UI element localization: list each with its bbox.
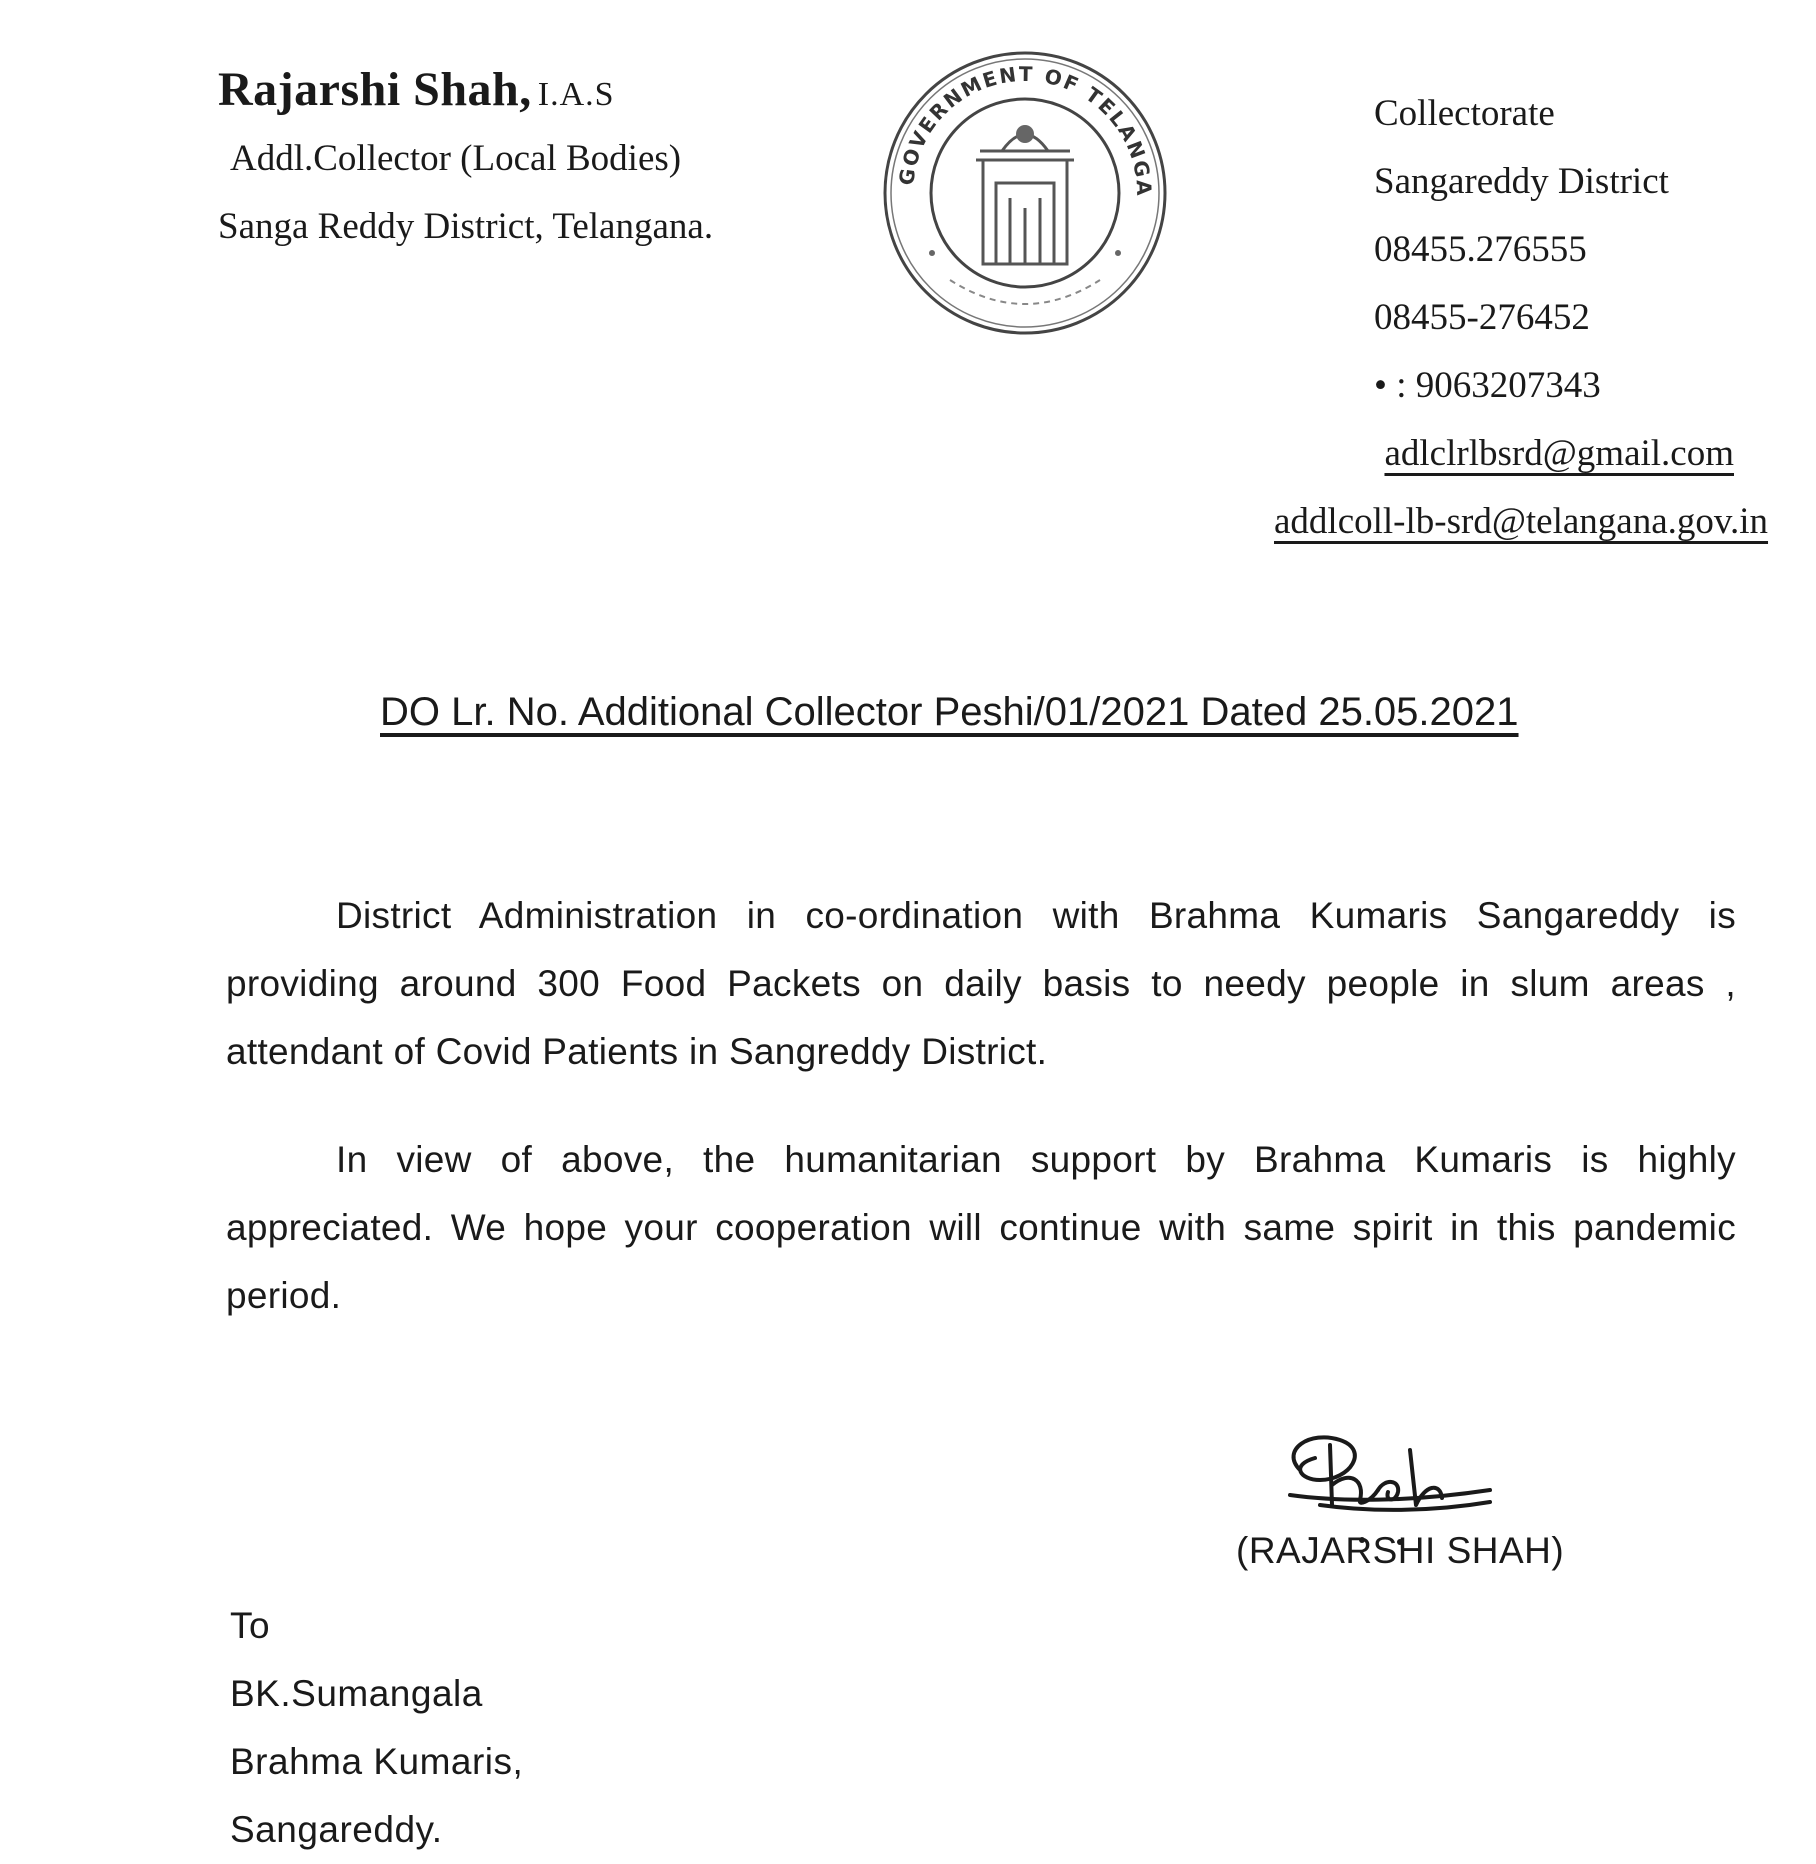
addressee-name: BK.Sumangala — [230, 1673, 483, 1714]
office-district: Sangareddy District — [1374, 161, 1669, 202]
phone-2: 08455-276452 — [1374, 297, 1590, 338]
emblem-arc-text: GOVERNMENT OF TELANGA — [894, 61, 1157, 198]
email-1-line — [1274, 420, 1734, 488]
handwritten-signature — [1260, 1410, 1520, 1550]
paragraph-1-text: District Administration in co-ordination with Brahma Kumaris Sangareddy is providing around 300 Food Packets on daily basis to needy people in slum areas , attendant of Covid Patients in Sangreddy District. — [226, 895, 1736, 1072]
email-1: adlclrlbsrd@gmail.com — [1384, 433, 1734, 474]
officer-designation: Addl.Collector (Local Bodies) — [230, 138, 682, 179]
letterhead-right — [1274, 80, 1769, 556]
officer-name: Rajarshi Shah, — [218, 63, 532, 116]
addressee-city: Sangareddy. — [230, 1809, 443, 1850]
svg-text:GOVERNMENT OF TELANGANA — [880, 48, 1156, 198]
officer-suffix: I.A.S — [537, 76, 615, 113]
letterhead-left — [218, 60, 713, 261]
body-paragraph-2 — [226, 1126, 1736, 1330]
addressee-to: To — [230, 1605, 271, 1646]
office-name: Collectorate — [1374, 93, 1555, 134]
email-2: addlcoll-lb-srd@telangana.gov.in — [1274, 501, 1769, 542]
paragraph-2-text: In view of above, the humanitarian support by Brahma Kumaris is highly appreciated. We hope your cooperation will continue with same spirit in this pandemic period. — [226, 1139, 1736, 1316]
officer-district: Sanga Reddy District, Telangana. — [218, 206, 714, 247]
email-2-line — [1274, 488, 1769, 556]
mobile-number: • : 9063207343 — [1374, 365, 1601, 406]
addressee-block — [230, 1592, 523, 1864]
phone-1: 08455.276555 — [1374, 229, 1587, 270]
body-paragraph-1 — [226, 882, 1736, 1086]
officer-name-line — [218, 60, 713, 125]
telangana-emblem-icon — [880, 48, 1170, 338]
addressee-organization: Brahma Kumaris, — [230, 1741, 524, 1782]
reference-number: DO Lr. No. Additional Collector Peshi/01/2021 Dated 25.05.2021 — [380, 690, 1519, 734]
signatory-name: (RAJARSHI SHAH) — [1236, 1530, 1565, 1571]
